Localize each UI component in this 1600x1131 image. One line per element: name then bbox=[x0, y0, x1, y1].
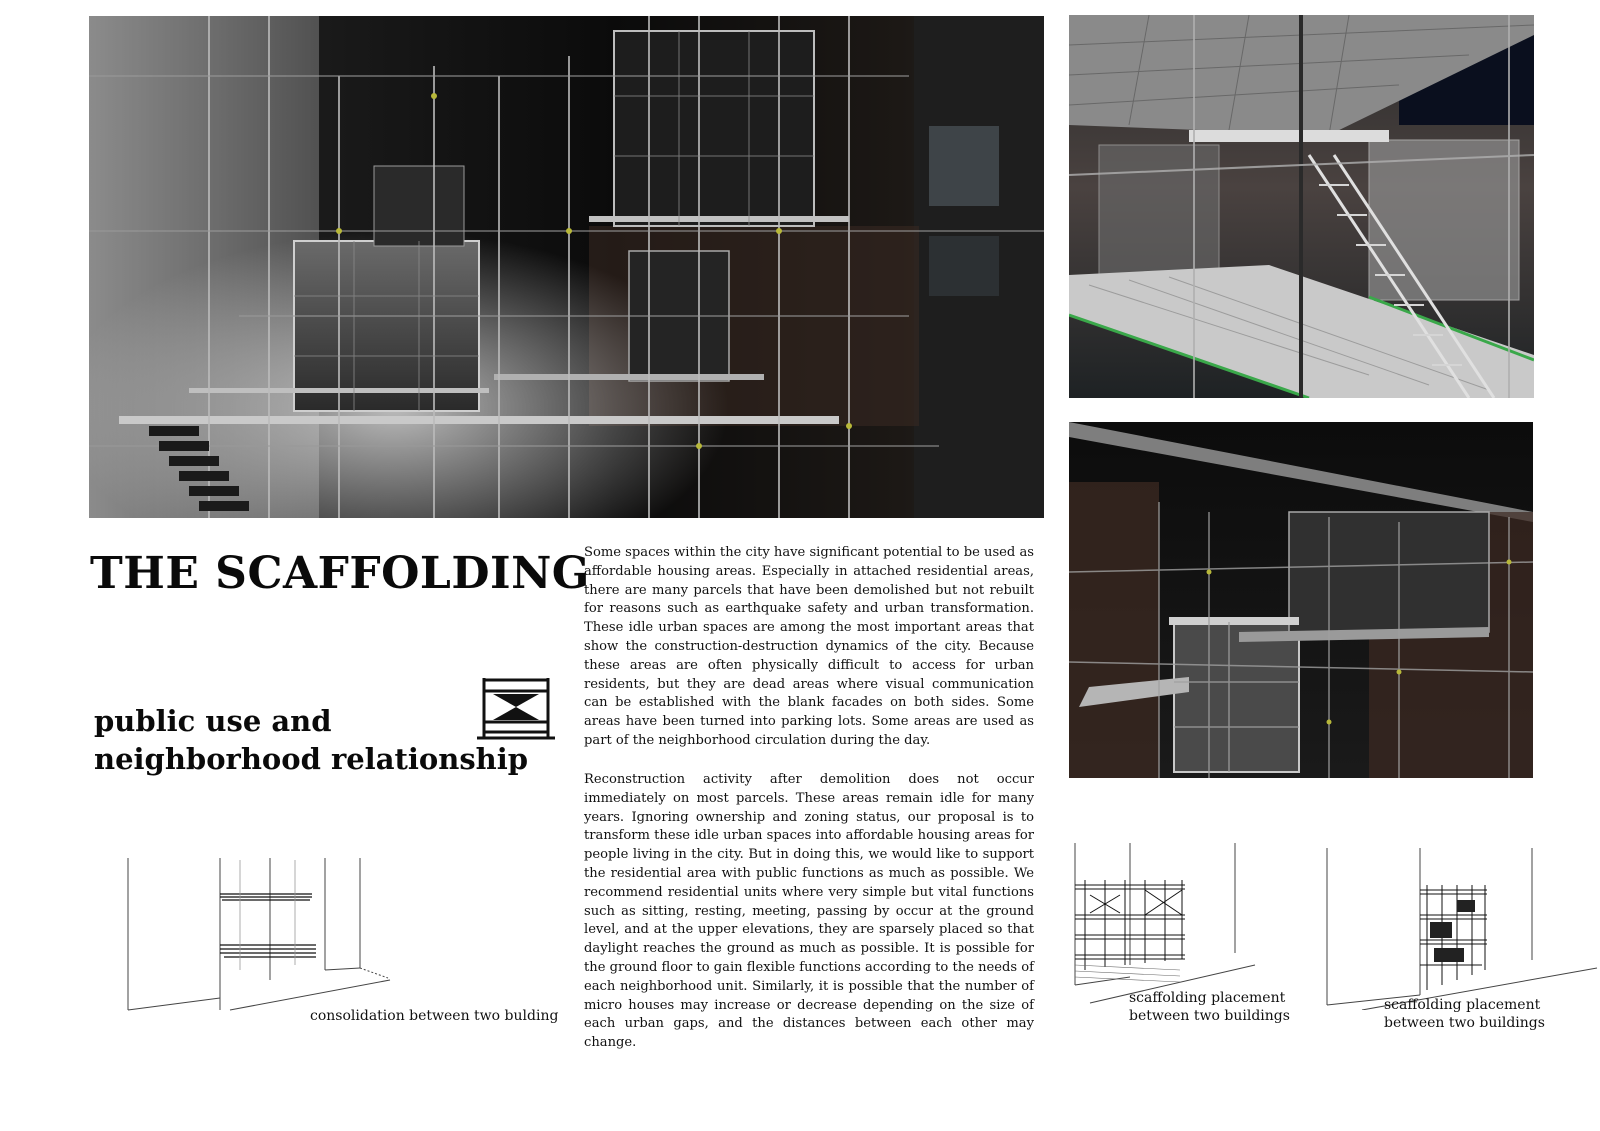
diagram-2-caption bbox=[1129, 989, 1290, 1025]
main-render-image bbox=[89, 16, 1044, 518]
middle-right-render-image bbox=[1069, 422, 1533, 778]
page-title: THE SCAFFOLDING bbox=[90, 548, 590, 599]
top-right-render-image bbox=[1069, 15, 1534, 398]
scaffolding-placement-diagram-1 bbox=[1070, 835, 1260, 1005]
body-paragraph-1: Some spaces within the city have significant potential to be used as affordable housing areas. Especially in attached residential areas, there are many parcels that have been demolished but not rebuilt for reasons such as earthquake safety and urban transformation. These idle urban spaces are among the most important areas that show the construction-destruction dynamics of the city. Because these areas are often physically difficult to access for urban residents, but they are dead areas where visual communication can be established with the blank facades on both sides. Some areas have been turned into parking lots. Some areas are used as part of the neighborhood circulation during the day. bbox=[584, 545, 1034, 748]
scaffolding-placement-diagram-2 bbox=[1322, 840, 1600, 1010]
body-paragraph-2: Reconstruction activity after demolition does not occur immediately on most parcels. These areas remain idle for many years. Ignoring ownership and zoning status, our proposal is to transform these idle urban spaces into affordable housing areas for people living in the city. But in doing this, we would like to support the residential area with public functions as much as possible. We recommend residential units where very simple but vital functions such as sitting, resting, meeting, passing by occur at the ground level, and at the upper elevations, they are sparsely placed so that daylight reaches the ground as much as possible. It is possible for the ground floor to gain flexible functions according to the needs of each neighborhood unit. Similarly, it is possible that the number of micro houses may increase or decrease depending on the size of each urban gaps, and the distances between each other may change. bbox=[584, 772, 1034, 1051]
diagram-3-caption-line-1: scaffolding placement bbox=[1384, 997, 1541, 1013]
diagram-2-caption-line-1: scaffolding placement bbox=[1129, 990, 1286, 1006]
diagram-2-caption-line-2: between two buildings bbox=[1129, 1008, 1290, 1024]
subtitle-line-2: neighborhood relationship bbox=[94, 742, 529, 776]
consolidation-diagram bbox=[120, 850, 400, 1020]
diagram-1-caption: consolidation between two bulding bbox=[310, 1008, 559, 1024]
diagram-3-caption-line-2: between two buildings bbox=[1384, 1015, 1545, 1031]
diagram-3-caption bbox=[1384, 996, 1545, 1032]
subtitle-line-1: public use and bbox=[94, 704, 332, 738]
scaffold-frame-icon bbox=[477, 676, 555, 742]
subtitle bbox=[94, 702, 528, 778]
